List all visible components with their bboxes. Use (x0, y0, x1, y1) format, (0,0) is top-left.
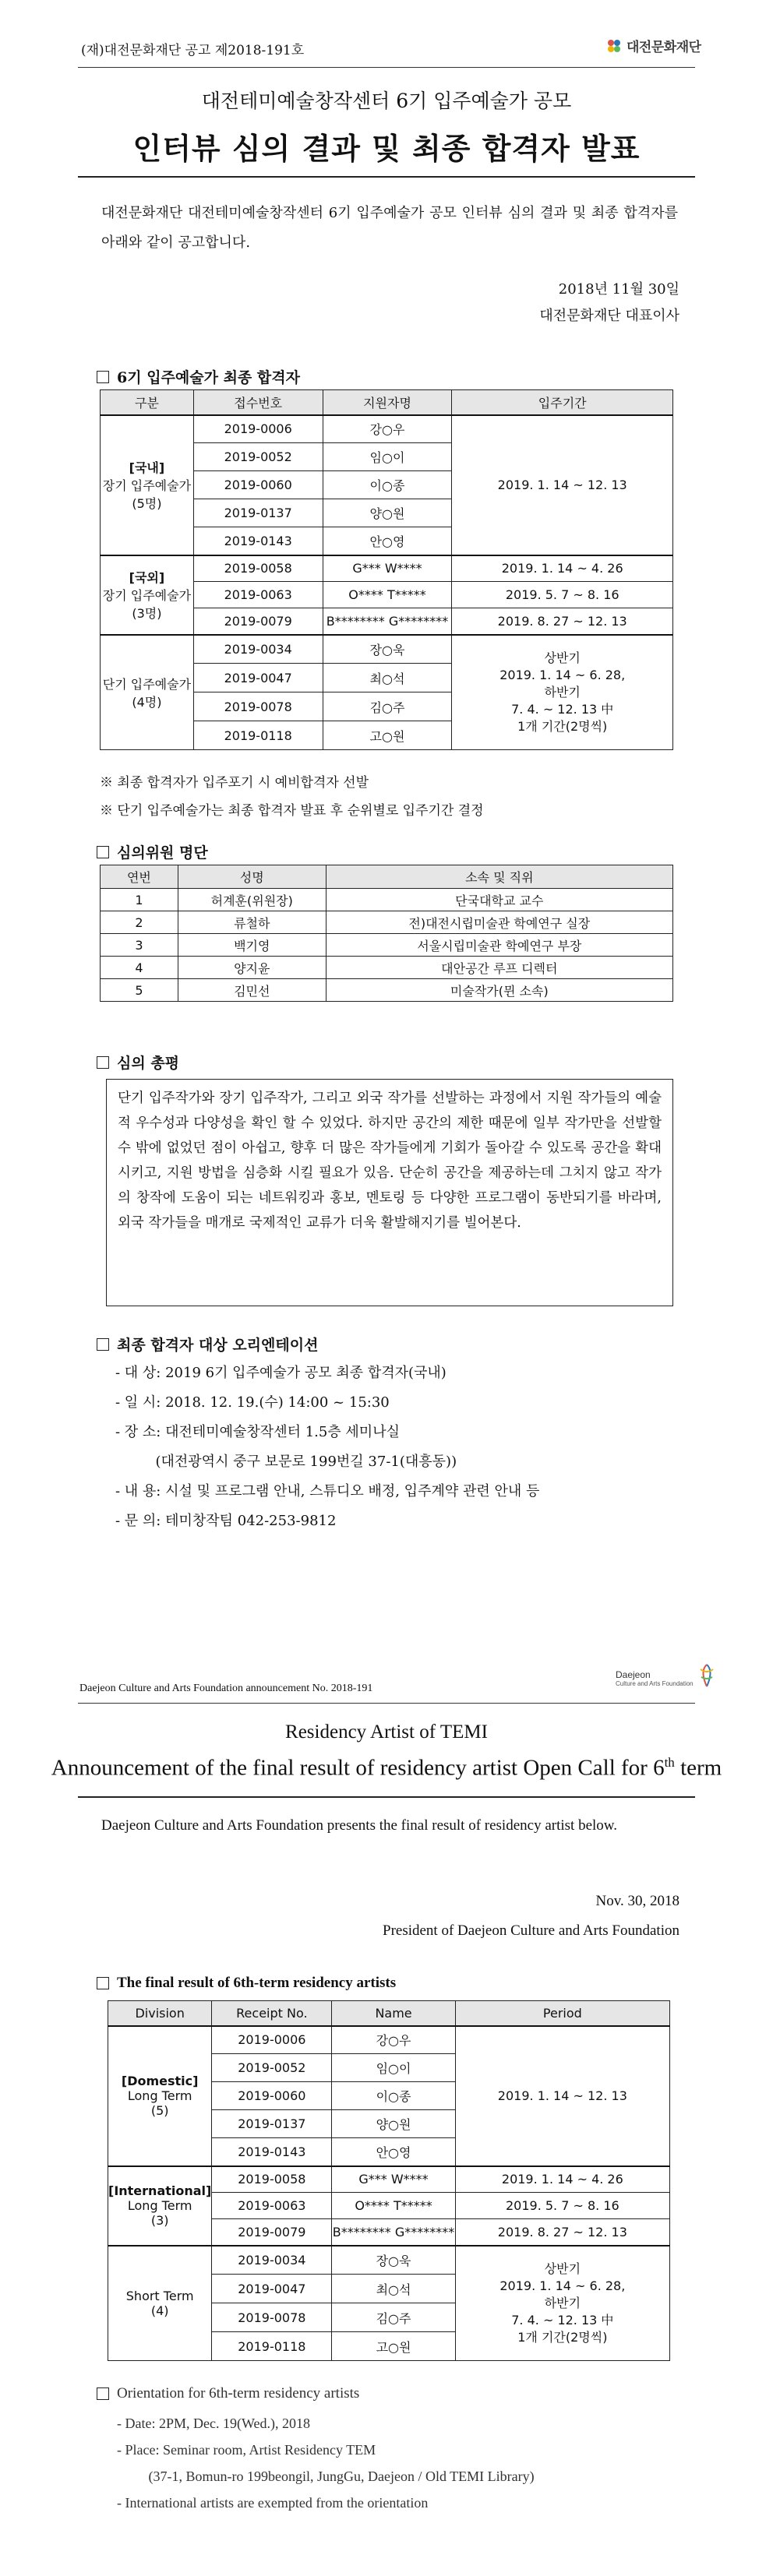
receipt-no: 2019-0060 (193, 471, 323, 499)
receipt-no: 2019-0047 (193, 664, 323, 692)
receipt-no: 2019-0052 (193, 443, 323, 471)
member-no: 5 (101, 979, 178, 1002)
applicant-name: 양○원 (323, 499, 452, 527)
receipt-no: 2019-0058 (212, 2166, 332, 2193)
receipt-no: 2019-0143 (193, 527, 323, 555)
foundation-logo (606, 36, 701, 55)
header-cell: Division (108, 2001, 212, 2026)
section-title: 심의 총평 (117, 1055, 180, 1072)
applicant-name: 고○원 (332, 2332, 455, 2361)
period-cell: 상반기 2019. 1. 14 ~ 6. 28, 하반기 7. 4. ~ 12. 13 中 1개 기간(2명씩) (452, 635, 673, 750)
applicant-name: O**** T***** (332, 2193, 455, 2219)
period-cell: 2019. 1. 14 ~ 12. 13 (452, 415, 673, 555)
receipt-no: 2019-0078 (193, 692, 323, 721)
applicant-name: 임○이 (323, 443, 452, 471)
period-cell: 2019. 5. 7 ~ 8. 16 (452, 582, 673, 608)
en-announce-date: Nov. 30, 2018 (595, 1893, 679, 1909)
member-no: 2 (101, 911, 178, 934)
header-cell: Receipt No. (212, 2001, 332, 2026)
note-2: ※ 단기 입주예술가는 최종 합격자 발표 후 순위별로 입주기간 결정 (100, 803, 484, 819)
signer: 대전문화재단 대표이사 (539, 308, 679, 324)
committee-table (100, 865, 673, 1002)
en-section-final-result (97, 1975, 396, 1992)
section-title: The final result of 6th-term residency artists (117, 1975, 397, 1991)
member-affiliation: 미술작가(뮌 소속) (326, 979, 672, 1002)
en-date-signer (383, 1887, 679, 1946)
member-affiliation: 대안공간 루프 디렉터 (326, 957, 672, 979)
header-rule (78, 67, 695, 68)
applicant-name: 장○욱 (323, 635, 452, 664)
receipt-no: 2019-0063 (193, 582, 323, 608)
table-header-row (101, 865, 673, 889)
en-logo-text: Daejeon Culture and Arts Foundation (616, 1669, 694, 1687)
table-row (101, 957, 673, 979)
section-final-result (97, 366, 300, 387)
orientation-item: - 일 시: 2018. 12. 19.(수) 14:00 ~ 15:30 (115, 1394, 390, 1411)
orientation-item: (대전광역시 중구 보문로 199번길 37-1(대흥동)) (115, 1454, 457, 1470)
table-row (101, 911, 673, 934)
header-cell: 구분 (101, 390, 194, 415)
applicant-name: O**** T***** (323, 582, 452, 608)
header-cell: 입주기간 (452, 390, 673, 415)
header-cell: 성명 (178, 865, 326, 889)
applicant-name: G*** W**** (323, 555, 452, 582)
en-result-table (108, 2000, 670, 2361)
header-cell: 지원자명 (323, 390, 452, 415)
table-row (108, 2246, 670, 2275)
receipt-no: 2019-0060 (212, 2082, 332, 2110)
title-rule (78, 176, 695, 178)
en-signer: President of Daejeon Culture and Arts Foundation (383, 1922, 679, 1939)
note-1: ※ 최종 합격자가 입주포기 시 예비합격자 선발 (100, 775, 369, 791)
en-header-rule (78, 1703, 695, 1704)
member-name: 김민선 (178, 979, 326, 1002)
section-orientation (97, 1334, 318, 1355)
member-no: 3 (101, 934, 178, 957)
orientation-item: - 내 용: 시설 및 프로그램 안내, 스튜디오 배정, 입주계약 관련 안내 등 (115, 1483, 540, 1499)
table-header-row (108, 2001, 670, 2026)
title-line-1: 대전테미예술창작센터 6기 입주예술가 공모 (201, 90, 572, 112)
member-name: 허계훈(위원장) (178, 889, 326, 911)
applicant-name: 임○이 (332, 2054, 455, 2082)
applicant-name: B******** G******** (332, 2219, 455, 2246)
receipt-no: 2019-0063 (212, 2193, 332, 2219)
group-domestic: [국내] 장기 입주예술가 (5명) (101, 415, 194, 555)
checkbox-square-icon (97, 371, 109, 383)
receipt-no: 2019-0143 (212, 2138, 332, 2166)
period-cell: 2019. 8. 27 ~ 12. 13 (455, 2219, 669, 2246)
table-row (101, 555, 673, 582)
applicant-name: 최○석 (323, 664, 452, 692)
table-header-row (101, 390, 673, 415)
table-row (108, 2026, 670, 2054)
orientation-item: - 장 소: 대전테미예술창작센터 1.5층 세미나실 (115, 1424, 400, 1440)
checkbox-square-icon (97, 846, 109, 858)
group-short-term: Short Term (4) (108, 2246, 212, 2361)
checkbox-square-icon (97, 1056, 109, 1069)
header-cell: 소속 및 직위 (326, 865, 672, 889)
table-row (101, 934, 673, 957)
period-cell: 2019. 8. 27 ~ 12. 13 (452, 608, 673, 635)
member-affiliation: 단국대학교 교수 (326, 889, 672, 911)
applicant-name: B******** G******** (323, 608, 452, 635)
member-no: 1 (101, 889, 178, 911)
section-title: Orientation for 6th-term residency artists (117, 2385, 360, 2402)
member-no: 4 (101, 957, 178, 979)
table-row (101, 415, 673, 443)
intro-paragraph: 대전문화재단 대전테미예술창작센터 6기 입주예술가 공모 인터뷰 심의 결과 및 최종 합격자를 아래와 같이 공고합니다. (101, 205, 678, 251)
applicant-name: 양○원 (332, 2110, 455, 2138)
en-orientation-item: - Date: 2PM, Dec. 19(Wed.), 2018 (117, 2416, 310, 2431)
header-cell: 연번 (101, 865, 178, 889)
en-orientation-item: (37-1, Bomun-ro 199beongil, JungGu, Daejeon / Old TEMI Library) (117, 2469, 535, 2484)
review-box: 단기 입주작가와 장기 입주작가, 그리고 외국 작가를 선발하는 과정에서 지원 작가들의 예술적 우수성과 다양성을 확인 할 수 있었다. 하지만 공간의 제한 때문에 일부 작가만을 선발할 수 밖에 없었던 점이 아쉽고, 향후 더 많은 작가들에게 기회가 돌아갈 수 있도록 공간을 확대시키고, 지원 방법을 심층화 시킬 필요가 있음. 단순히 공간을 제공하는데 그치지 않고 작가의 창작에 도움이 되는 네트워킹과 홍보, 멘토링 등 다양한 프로그램이 동반되기를 바라며, 외국 작가들을 매개로 국제적인 교류가 더욱 활발해지기를 빌어본다. (106, 1079, 673, 1306)
group-international: [International] Long Term (3) (108, 2166, 212, 2246)
group-short-term: 단기 입주예술가 (4명) (101, 635, 194, 750)
title-line-2: 인터뷰 심의 결과 및 최종 합격자 발표 (132, 131, 641, 166)
orientation-item: - 문 의: 테미창작팀 042-253-9812 (115, 1513, 337, 1529)
checkbox-square-icon (97, 1977, 109, 1989)
period-cell: 2019. 5. 7 ~ 8. 16 (455, 2193, 669, 2219)
section-title: 최종 합격자 대상 오리엔테이션 (117, 1337, 319, 1354)
member-affiliation: 서울시립미술관 학예연구 부장 (326, 934, 672, 957)
header-cell: Name (332, 2001, 455, 2026)
applicant-name: 김○주 (323, 692, 452, 721)
receipt-no: 2019-0006 (212, 2026, 332, 2054)
applicant-name: 강○우 (332, 2026, 455, 2054)
checkbox-square-icon (97, 2387, 109, 2400)
applicant-name: 안○영 (323, 527, 452, 555)
receipt-no: 2019-0137 (193, 499, 323, 527)
logo-text: 대전문화재단 (627, 40, 701, 55)
receipt-no: 2019-0079 (193, 608, 323, 635)
orientation-item: - 대 상: 2019 6기 입주예술가 공모 최종 합격자(국내) (115, 1365, 447, 1381)
en-section-orientation (97, 2385, 359, 2402)
en-orientation-item: - Place: Seminar room, Artist Residency TEM (117, 2442, 376, 2458)
en-logo-mark-icon (697, 1663, 717, 1688)
section-title: 6기 입주예술가 최종 합격자 (117, 369, 300, 386)
applicant-name: 김○주 (332, 2303, 455, 2332)
receipt-no: 2019-0052 (212, 2054, 332, 2082)
notice-number: (재)대전문화재단 공고 제2018-191호 (81, 43, 305, 58)
announce-date: 2018년 11월 30일 (558, 281, 679, 298)
applicant-name: 강○우 (323, 415, 452, 443)
applicant-name: 안○영 (332, 2138, 455, 2166)
receipt-no: 2019-0137 (212, 2110, 332, 2138)
header-cell: Period (455, 2001, 669, 2026)
receipt-no: 2019-0058 (193, 555, 323, 582)
checkbox-square-icon (97, 1338, 109, 1351)
en-notice-number: Daejeon Culture and Arts Foundation announcement No. 2018-191 (79, 1683, 373, 1694)
applicant-name: 고○원 (323, 721, 452, 750)
section-committee (97, 841, 208, 862)
section-title: 심의위원 명단 (117, 844, 208, 862)
applicant-name: 장○욱 (332, 2246, 455, 2275)
table-row (101, 979, 673, 1002)
en-orientation-item: - International artists are exempted from the orientation (117, 2495, 429, 2511)
en-title-line-1: Residency Artist of TEMI (285, 1721, 488, 1743)
date-signer (539, 277, 679, 329)
member-affiliation: 전)대전시립미술관 학예연구 실장 (326, 911, 672, 934)
section-review (97, 1052, 179, 1073)
receipt-no: 2019-0118 (193, 721, 323, 750)
en-title-rule (78, 1796, 695, 1798)
foundation-logo-icon (606, 38, 622, 54)
group-international: [국외] 장기 입주예술가 (3명) (101, 555, 194, 635)
period-cell: 2019. 1. 14 ~ 4. 26 (452, 555, 673, 582)
table-row (101, 889, 673, 911)
receipt-no: 2019-0034 (193, 635, 323, 664)
receipt-no: 2019-0079 (212, 2219, 332, 2246)
receipt-no: 2019-0047 (212, 2275, 332, 2303)
receipt-no: 2019-0078 (212, 2303, 332, 2332)
table-row (108, 2166, 670, 2193)
header-cell: 접수번호 (193, 390, 323, 415)
en-foundation-logo (616, 1663, 717, 1688)
member-name: 양지윤 (178, 957, 326, 979)
period-cell: 상반기 2019. 1. 14 ~ 6. 28, 하반기 7. 4. ~ 12. 13 中 1개 기간(2명씩) (455, 2246, 669, 2361)
en-intro-paragraph: Daejeon Culture and Arts Foundation presents the final result of residency artist below. (101, 1817, 618, 1834)
applicant-name: 최○석 (332, 2275, 455, 2303)
member-name: 류철하 (178, 911, 326, 934)
applicant-name: G*** W**** (332, 2166, 455, 2193)
en-title-line-2: Announcement of the final result of residency artist Open Call for 6th term (51, 1755, 722, 1781)
table-row (101, 635, 673, 664)
period-cell: 2019. 1. 14 ~ 4. 26 (455, 2166, 669, 2193)
period-cell: 2019. 1. 14 ~ 12. 13 (455, 2026, 669, 2166)
applicant-name: 이○종 (332, 2082, 455, 2110)
receipt-no: 2019-0034 (212, 2246, 332, 2275)
receipt-no: 2019-0118 (212, 2332, 332, 2361)
result-table (100, 389, 673, 750)
group-domestic: [Domestic] Long Term (5) (108, 2026, 212, 2166)
member-name: 백기영 (178, 934, 326, 957)
applicant-name: 이○종 (323, 471, 452, 499)
receipt-no: 2019-0006 (193, 415, 323, 443)
